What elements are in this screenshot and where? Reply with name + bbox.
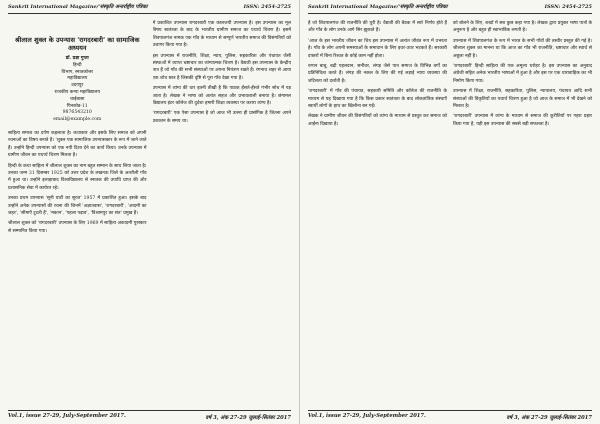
page-header bbox=[308, 4, 592, 14]
body-paragraph: उपन्यास में व्यंग्य की धार इतनी तीखी है कि पाठक हँसते-हँसते गंभीर सोच में पड़ जाता है। लेखक ने भाषा को अत्यंत सहज और प्रभावशाली बनाया है। छंगामल विद्यालय इंटर कॉलेज की दुर्दशा हमारी शिक्षा व्यवस्था पर करारा व्यंग्य है। bbox=[152, 86, 291, 107]
body-paragraph: 'रागदरबारी' में गाँव की पंचायत, सहकारी समिति और कॉलेज की राजनीति के माध्यम से यह दिखाया गया है कि किस प्रकार स्वतंत्रता के बाद लोकतांत्रिक संस्थाएँ स्वार्थी लोगों के हाथ का खिलौना बन गईं। bbox=[308, 89, 447, 110]
issue-label-hindi: वर्ष 3, अंक 27-29 जुलाई-सितंबर 2017 bbox=[506, 415, 592, 421]
author-line: विभाग, स्नातकोत्तर bbox=[61, 69, 94, 75]
issue-label-hindi: वर्ष 3, अंक 27-29 जुलाई-सितंबर 2017 bbox=[205, 415, 291, 421]
author-block bbox=[8, 56, 147, 124]
volume-label: Vol.1, issue 27-29, July-September 2017. bbox=[8, 413, 126, 419]
body-paragraph: इस उपन्यास में राजनीति, शिक्षा, न्याय, पुलिस, सहकारिता और पंचायत जैसी संस्थाओं में व्याप्त भ्रष्टाचार का व्यंग्यात्मक चित्रण है। वैद्यजी इस उपन्यास के केन्द्रीय पात्र हैं जो गाँव की सभी संस्थाओं पर अपना नियंत्रण रखते हैं। रंगनाथ शहर से आया एक शोध छात्र है जिसकी दृष्टि से पूरा गाँव देखा गया है। bbox=[152, 53, 291, 81]
body-paragraph: को बोलने के लिए, शब्दों में सब कुछ कहा गया है। लेखक द्वारा प्रयुक्त भाषा पात्रों के अनुरूप है और बहुत ही स्वाभाविक लगती है। bbox=[453, 21, 592, 34]
body-paragraph: उपन्यास में शिक्षा, राजनीति, सहकारिता, पुलिस, न्यायालय, पंचायत आदि सभी संस्थाओं की विकृतियों का यथार्थ चित्रण हुआ है जो आज के समाज में भी देखने को मिलता है। bbox=[453, 89, 592, 110]
author-line: पिनकोड-11 bbox=[66, 103, 88, 109]
right-page bbox=[300, 0, 600, 424]
body-paragraph: उपन्यास में शिवपालगंज के रूप में भारत के सभी गाँवों की तस्वीर प्रस्तुत की गई है। श्रीलाल शुक्ल का मानना था कि आज का गाँव भी राजनीति, भ्रष्टाचार और स्वार्थ से अछूता नहीं है। bbox=[453, 38, 592, 59]
page-footer bbox=[8, 410, 291, 421]
body-paragraph: 'आज के इस भारतीय जीवन का चित्र इस उपन्यास में अत्यंत जीवंत रूप में उभरता है। गाँव के लोग अपनी समस्याओं के समाधान के लिए इधर-उधर भटकते हैं। सरकारी दफ्तरों में बिना रिश्वत के कोई काम नहीं होता। bbox=[308, 38, 447, 59]
author-name: डॉ. प्रज्ञा गुप्ता bbox=[65, 56, 89, 61]
body-paragraph: लेखक ने ग्रामीण जीवन की विसंगतियों को व्यंग्य के माध्यम से प्रस्तुत कर समाज को आईना दिखाया है। bbox=[308, 114, 447, 127]
body-paragraph: में प्रकाशित उपन्यास रागदरबारी एक कालजयी उपन्यास है। इस उपन्यास का मूल विषय स्वतंत्रता के बाद के भारतीय ग्रामीण समाज का यथार्थ चित्रण है। इसमें शिवपालगंज नामक एक गाँव के माध्यम से सम्पूर्ण भारतीय समाज की विसंगतियों को उजागर किया गया है। bbox=[152, 21, 291, 49]
body-paragraph: श्रीलाल शुक्ल को 'रागदरबारी' उपन्यास के लिए 1969 में साहित्य अकादमी पुरस्कार से सम्मानित किया गया। bbox=[8, 221, 147, 234]
body-paragraph: है जो शिवपालगंज की राजनीति की धुरी है। वैद्यजी की बैठक में सारे निर्णय होते हैं और गाँव के लोग उनके आगे सिर झुकाते हैं। bbox=[308, 21, 447, 34]
author-line: राजकीय कन्या महाविद्यालय bbox=[54, 89, 100, 95]
body-paragraph: 'रागदरबारी' एक ऐसा उपन्यास है जो आज भी उतना ही प्रासंगिक है जितना अपने प्रकाशन के समय था। bbox=[152, 111, 291, 124]
author-line: चाईबासा bbox=[70, 96, 85, 102]
page-footer bbox=[308, 410, 592, 421]
body-paragraph: हिन्दी के कथा साहित्य में श्रीलाल शुक्ल का नाम बहुत सम्मान के साथ लिया जाता है। उनका जन्म 31 दिसम्बर 1925 को उत्तर प्रदेश के लखनऊ जिले के अतरौली गाँव में हुआ था। उन्होंने इलाहाबाद विश्वविद्यालय से स्नातक की उपाधि प्राप्त की और प्रशासनिक सेवा में कार्यरत रहे। bbox=[8, 163, 147, 191]
author-email: email@example.com bbox=[53, 117, 102, 123]
author-line: 9876543210 bbox=[62, 110, 92, 116]
author-line: उदयपुर bbox=[71, 83, 84, 89]
left-column-1 bbox=[8, 20, 147, 406]
body-paragraph: 'रागदरबारी' उपन्यास में व्यंग्य के माध्यम से समाज की कुरीतियों पर गहरा प्रहार किया गया है, यही इस उपन्यास की सबसे बड़ी सफलता है। bbox=[453, 114, 592, 127]
author-line: महाविद्यालय bbox=[67, 76, 88, 82]
page-header bbox=[8, 4, 291, 14]
issn-label: ISSN: 2454-2725 bbox=[243, 4, 291, 10]
body-paragraph: 'रागदरबारी' हिन्दी साहित्य की एक अमूल्य धरोहर है। इस उपन्यास का अनुवाद अंग्रेजी सहित अनेक भारतीय भाषाओं में हुआ है और इस पर एक धारावाहिक का भी निर्माण किया गया। bbox=[453, 64, 592, 84]
journal-name: Sankrit International Magazine/'संस्कृति अन्तर्राष्ट्रीय पत्रिका bbox=[308, 4, 448, 10]
right-column-2 bbox=[453, 20, 592, 406]
body-paragraph: उनका प्रथम उपन्यास 'सूनी घाटी का सूरज' 1957 में प्रकाशित हुआ। इसके बाद उन्होंने अनेक उपन्यासों की रचना की जिनमें 'अज्ञातवास', 'रागदरबारी', 'आदमी का जहर', 'सीमाएँ टूटती हैं', 'मकान', 'पहला पड़ाव', 'विश्रामपुर का संत' प्रमुख हैं। bbox=[8, 196, 147, 217]
left-column-2 bbox=[153, 20, 292, 406]
body-paragraph: रुप्पन बाबू, बद्री पहलवान, सनीचर, लंगड़ जैसे पात्र समाज के विभिन्न वर्गों का प्रतिनिधित्व करते हैं। लंगड़ की नकल के लिए की गई लड़ाई न्याय व्यवस्था की जटिलता को दर्शाती है। bbox=[308, 64, 447, 84]
journal-name: Sankrit International Magazine/'संस्कृति अन्तर्राष्ट्रीय पत्रिका bbox=[8, 4, 148, 10]
body-paragraph: साहित्य समाज का दर्पण कहलाता है। कथाकार और इसके लिए समाज को अपनी रचनाओं का विषय बनाते हैं। 'शुक्ल एक सामाजिक उपन्यासकार के रूप में जाने जाते हैं। उन्होंने हिन्दी उपन्यास को एक नयी दिशा देने का कार्य किया। उनके उपन्यास में ग्रामीण जीवन का यथार्थ चित्रण मिलता है। bbox=[8, 130, 147, 159]
article-title: श्रीलाल शुक्ल के उपन्यास 'रागदरबारी' का सामाजिक अध्ययन bbox=[15, 36, 140, 52]
right-column-1 bbox=[308, 20, 447, 406]
author-line: हिन्दी bbox=[72, 62, 82, 68]
issn-label: ISSN: 2454-2725 bbox=[544, 4, 592, 10]
volume-label: Vol.1, issue 27-29, July-September 2017. bbox=[308, 413, 426, 419]
